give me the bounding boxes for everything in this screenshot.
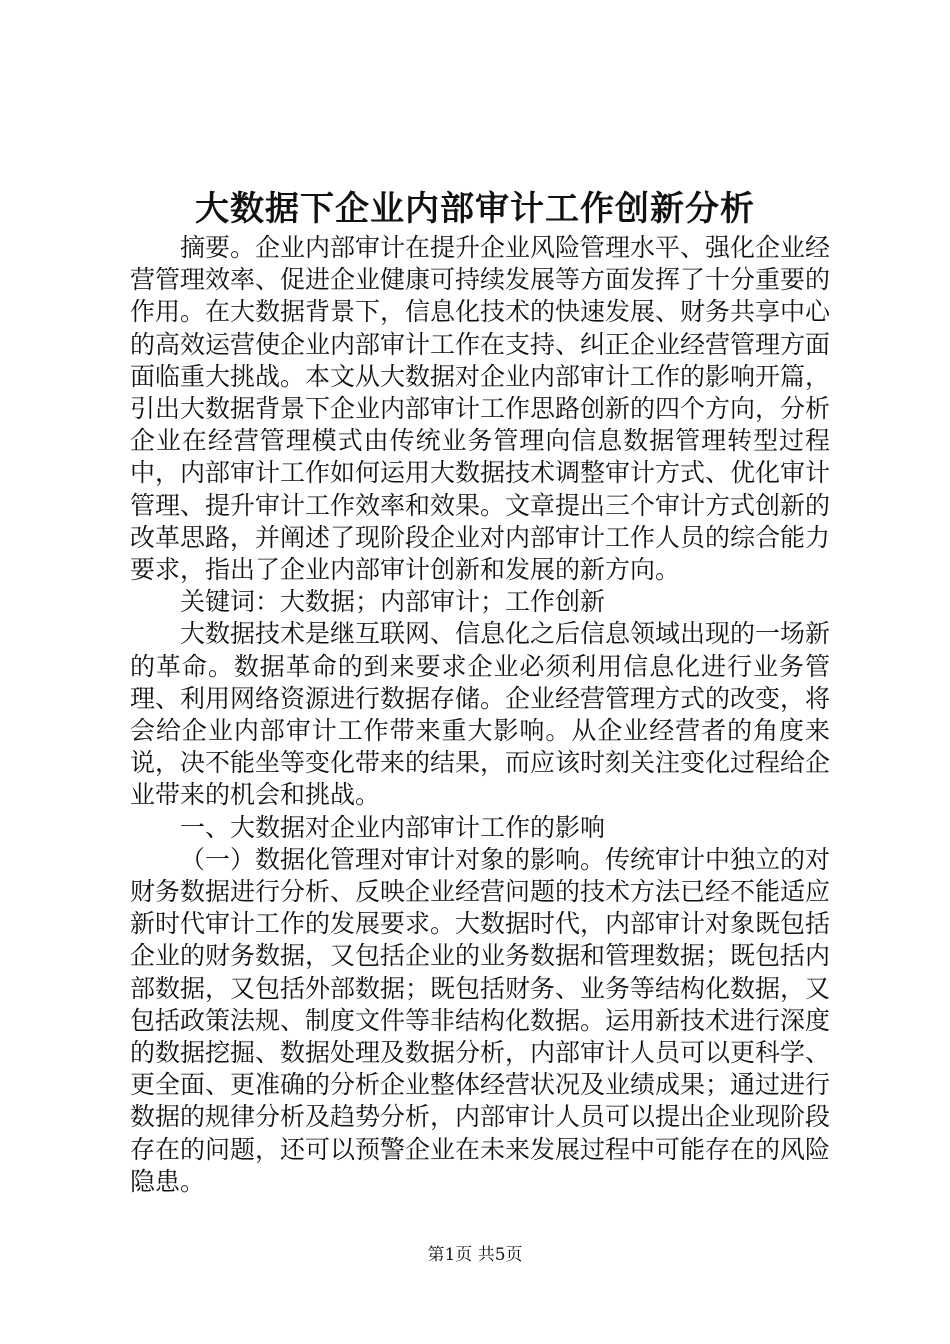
section-heading: 一、大数据对企业内部审计工作的影响 — [180, 812, 606, 842]
page-footer: 第1页 共5页 — [427, 1245, 523, 1265]
document-body — [130, 232, 830, 1198]
abstract-paragraph: 摘要。企业内部审计在提升企业风险管理水平、强化企业经营管理效率、促进企业健康可持续发展等方面发挥了十分重要的作用。在大数据背景下，信息化技术的快速发展、财务共享中心的高效运营使企业内部审计工作在支持、纠正企业经营管理方面面临重大挑战。本文从大数据对企业内部审计工作的影响开篇，引出大数据背景下企业内部审计工作思路创新的四个方向，分析企业在经营管理模式由传统业务管理向信息数据管理转型过程中，内部审计工作如何运用大数据技术调整审计方式、优化审计管理、提升审计工作效率和效果。文章提出三个审计方式创新的改革思路，并阐述了现阶段企业对内部审计工作人员的综合能力要求，指出了企业内部审计创新和发展的新方向。 — [130, 233, 831, 585]
subsection-paragraph: （一）数据化管理对审计对象的影响。传统审计中独立的对财务数据进行分析、反映企业经营问题的技术方法已经不能适应新时代审计工作的发展要求。大数据时代，内部审计对象既包括企业的财务数据，又包括企业的业务数据和管理数据；既包括内部数据，又包括外部数据；既包括财务、业务等结构化数据，又包括政策法规、制度文件等非结构化数据。运用新技术进行深度的数据挖掘、数据处理及数据分析，内部审计人员可以更科学、更全面、更准确的分析企业整体经营状况及业绩成果；通过进行数据的规律分析及趋势分析，内部审计人员可以提出企业现阶段存在的问题，还可以预警企业在未来发展过程中可能存在的风险隐患。 — [130, 844, 831, 1196]
document-title: 大数据下企业内部审计工作创新分析 — [195, 189, 755, 229]
intro-paragraph: 大数据技术是继互联网、信息化之后信息领域出现的一场新的革命。数据革命的到来要求企业必须利用信息化进行业务管理、利用网络资源进行数据存储。企业经营管理方式的改变，将会给企业内部审计工作带来重大影响。从企业经营者的角度来说，决不能坐等变化带来的结果，而应该时刻关注变化过程给企业带来的机会和挑战。 — [130, 619, 831, 810]
keywords-paragraph: 关键词：大数据；内部审计；工作创新 — [180, 587, 606, 617]
